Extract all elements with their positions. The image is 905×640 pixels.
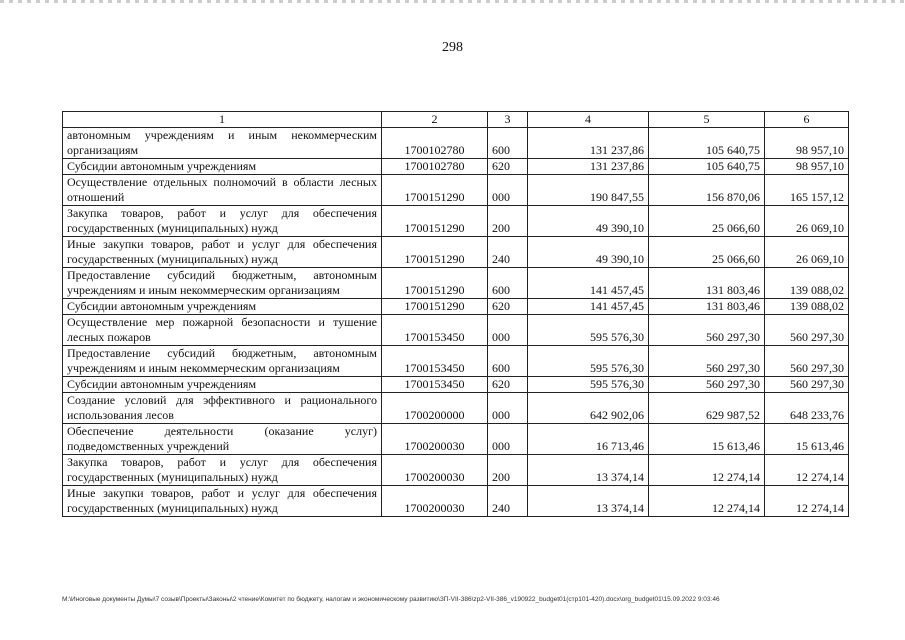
target-article-cell: 1700200000	[382, 393, 488, 424]
amount-year3-cell: 98 957,10	[765, 159, 849, 175]
table-row	[63, 377, 849, 393]
amount-year2-cell: 25 066,60	[649, 237, 765, 268]
amount-year2-cell: 25 066,60	[649, 206, 765, 237]
amount-year3-cell: 139 088,02	[765, 299, 849, 315]
row-name-cell: Субсидии автономным учреждениям	[63, 299, 382, 315]
header-col-5: 5	[649, 112, 765, 128]
target-article-cell: 1700151290	[382, 268, 488, 299]
amount-year1-cell: 595 576,30	[528, 377, 649, 393]
expense-type-cell: 600	[488, 346, 528, 377]
expense-type-cell: 600	[488, 268, 528, 299]
table-row	[63, 346, 849, 377]
amount-year3-cell: 12 274,14	[765, 486, 849, 517]
amount-year2-cell: 156 870,06	[649, 175, 765, 206]
header-col-1: 1	[63, 112, 382, 128]
amount-year3-cell: 560 297,30	[765, 377, 849, 393]
amount-year3-cell: 560 297,30	[765, 315, 849, 346]
row-name-cell: автономным учреждениям и иным некоммерческим организациям	[63, 128, 382, 159]
page-number: 298	[442, 40, 463, 55]
table-row	[63, 237, 849, 268]
target-article-cell: 1700200030	[382, 424, 488, 455]
target-article-cell: 1700153450	[382, 315, 488, 346]
row-name-cell: Предоставление субсидий бюджетным, автономным учреждениям и иным некоммерческим организациям	[63, 346, 382, 377]
amount-year2-cell: 560 297,30	[649, 315, 765, 346]
amount-year2-cell: 105 640,75	[649, 128, 765, 159]
amount-year1-cell: 642 902,06	[528, 393, 649, 424]
table-row	[63, 159, 849, 175]
row-name-cell: Субсидии автономным учреждениям	[63, 377, 382, 393]
amount-year1-cell: 49 390,10	[528, 237, 649, 268]
expense-type-cell: 000	[488, 424, 528, 455]
expense-type-cell: 600	[488, 128, 528, 159]
target-article-cell: 1700151290	[382, 175, 488, 206]
header-row	[63, 112, 849, 128]
table-row	[63, 268, 849, 299]
row-name-cell: Закупка товаров, работ и услуг для обеспечения государственных (муниципальных) нужд	[63, 455, 382, 486]
amount-year1-cell: 131 237,86	[528, 159, 649, 175]
amount-year2-cell: 12 274,14	[649, 486, 765, 517]
budget-table-body	[63, 112, 849, 517]
header-col-3: 3	[488, 112, 528, 128]
table-row	[63, 393, 849, 424]
amount-year2-cell: 12 274,14	[649, 455, 765, 486]
amount-year1-cell: 49 390,10	[528, 206, 649, 237]
table-row	[63, 128, 849, 159]
row-name-cell: Иные закупки товаров, работ и услуг для обеспечения государственных (муниципальных) нужд	[63, 237, 382, 268]
amount-year1-cell: 141 457,45	[528, 299, 649, 315]
expense-type-cell: 000	[488, 175, 528, 206]
table-row	[63, 175, 849, 206]
expense-type-cell: 000	[488, 393, 528, 424]
amount-year1-cell: 13 374,14	[528, 455, 649, 486]
amount-year3-cell: 139 088,02	[765, 268, 849, 299]
row-name-cell: Иные закупки товаров, работ и услуг для обеспечения государственных (муниципальных) нужд	[63, 486, 382, 517]
amount-year2-cell: 560 297,30	[649, 377, 765, 393]
expense-type-cell: 240	[488, 486, 528, 517]
amount-year1-cell: 13 374,14	[528, 486, 649, 517]
amount-year2-cell: 105 640,75	[649, 159, 765, 175]
amount-year1-cell: 595 576,30	[528, 346, 649, 377]
amount-year1-cell: 16 713,46	[528, 424, 649, 455]
target-article-cell: 1700200030	[382, 455, 488, 486]
row-name-cell: Создание условий для эффективного и рационального использования лесов	[63, 393, 382, 424]
target-article-cell: 1700200030	[382, 486, 488, 517]
amount-year3-cell: 560 297,30	[765, 346, 849, 377]
row-name-cell: Осуществление мер пожарной безопасности и тушение лесных пожаров	[63, 315, 382, 346]
target-article-cell: 1700102780	[382, 159, 488, 175]
table-row	[63, 486, 849, 517]
amount-year3-cell: 12 274,14	[765, 455, 849, 486]
target-article-cell: 1700153450	[382, 377, 488, 393]
table-row	[63, 299, 849, 315]
amount-year3-cell: 26 069,10	[765, 206, 849, 237]
row-name-cell: Осуществление отдельных полномочий в области лесных отношений	[63, 175, 382, 206]
header-col-2: 2	[382, 112, 488, 128]
scan-edge-artifact	[0, 0, 905, 3]
expense-type-cell: 200	[488, 206, 528, 237]
amount-year2-cell: 560 297,30	[649, 346, 765, 377]
amount-year1-cell: 595 576,30	[528, 315, 649, 346]
expense-type-cell: 620	[488, 377, 528, 393]
amount-year2-cell: 131 803,46	[649, 268, 765, 299]
row-name-cell: Закупка товаров, работ и услуг для обеспечения государственных (муниципальных) нужд	[63, 206, 382, 237]
amount-year1-cell: 131 237,86	[528, 128, 649, 159]
target-article-cell: 1700151290	[382, 206, 488, 237]
amount-year1-cell: 190 847,55	[528, 175, 649, 206]
table-row	[63, 206, 849, 237]
target-article-cell: 1700151290	[382, 237, 488, 268]
amount-year3-cell: 98 957,10	[765, 128, 849, 159]
target-article-cell: 1700153450	[382, 346, 488, 377]
row-name-cell: Предоставление субсидий бюджетным, автономным учреждениям и иным некоммерческим организациям	[63, 268, 382, 299]
budget-table	[62, 111, 849, 517]
file-path-footer: M:\Иноговые документы Думы\7 созыв\Проекты\Законы\2 чтение\Комитет по бюджету, налогам и экономическому развитию\ЗП-VII-386\zp2-VII-386_v190922_budget01(стр101-420).docx\org_budget01\15.09.2022 9:03:46	[62, 596, 720, 603]
target-article-cell: 1700151290	[382, 299, 488, 315]
amount-year3-cell: 26 069,10	[765, 237, 849, 268]
table-row	[63, 455, 849, 486]
table-row	[63, 424, 849, 455]
amount-year2-cell: 629 987,52	[649, 393, 765, 424]
amount-year3-cell: 165 157,12	[765, 175, 849, 206]
row-name-cell: Субсидии автономным учреждениям	[63, 159, 382, 175]
expense-type-cell: 620	[488, 159, 528, 175]
target-article-cell: 1700102780	[382, 128, 488, 159]
amount-year3-cell: 15 613,46	[765, 424, 849, 455]
expense-type-cell: 240	[488, 237, 528, 268]
amount-year1-cell: 141 457,45	[528, 268, 649, 299]
header-col-4: 4	[528, 112, 649, 128]
header-col-6: 6	[765, 112, 849, 128]
amount-year2-cell: 15 613,46	[649, 424, 765, 455]
amount-year3-cell: 648 233,76	[765, 393, 849, 424]
table-row	[63, 315, 849, 346]
expense-type-cell: 200	[488, 455, 528, 486]
row-name-cell: Обеспечение деятельности (оказание услуг) подведомственных учреждений	[63, 424, 382, 455]
amount-year2-cell: 131 803,46	[649, 299, 765, 315]
expense-type-cell: 000	[488, 315, 528, 346]
expense-type-cell: 620	[488, 299, 528, 315]
